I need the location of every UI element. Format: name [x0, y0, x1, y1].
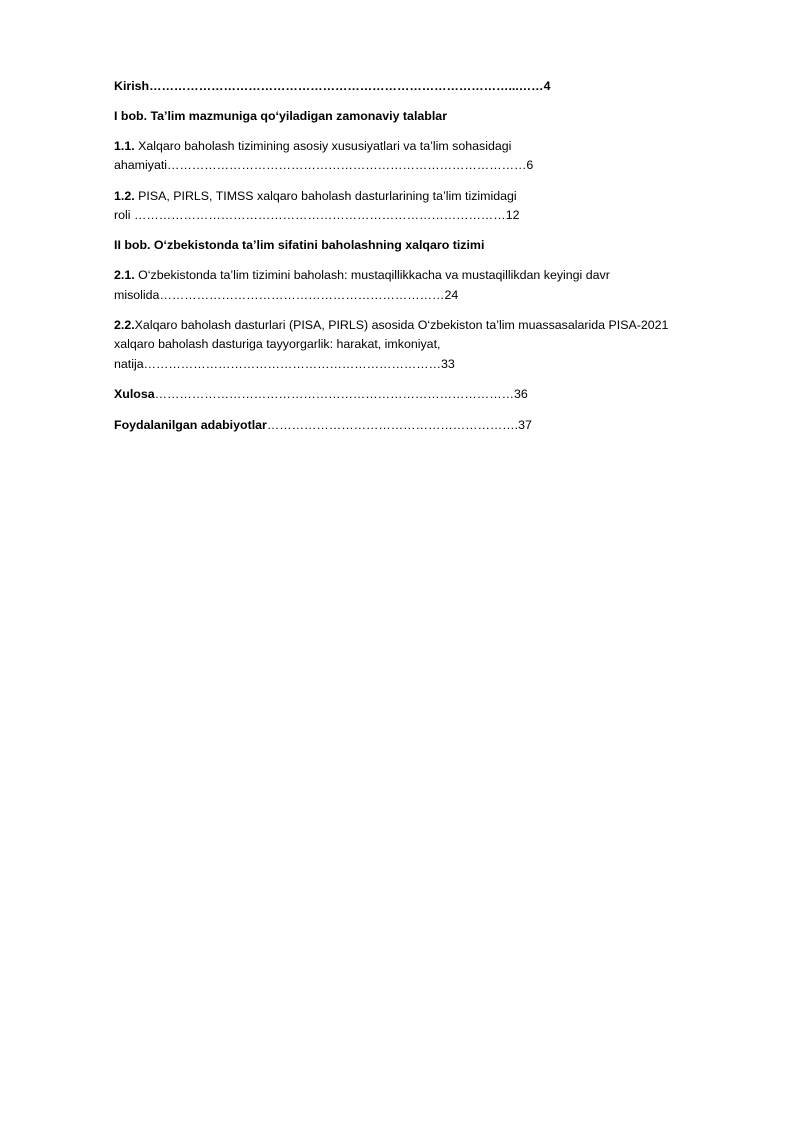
toc-section-text: Xalqaro baholash tizimining asosiy xususiyatlari va ta’lim sohasidagi — [134, 139, 512, 153]
toc-page-number: 12 — [505, 208, 520, 222]
toc-section-number: 1.2. — [114, 189, 135, 203]
toc-entry-references[interactable] — [114, 417, 532, 433]
toc-leader: ……………………………………………………………… — [143, 357, 441, 371]
toc-title: Xulosa — [114, 387, 155, 401]
toc-title: Foydalanilgan adabiyotlar — [114, 418, 267, 432]
toc-leader: …………………………………………………………………………… — [167, 158, 527, 172]
toc-chapter-2-heading[interactable]: II bob. O‘zbekistonda ta’lim sifatini baholashning xalqaro tizimi — [114, 238, 485, 252]
toc-entry-1-1-line2[interactable] — [114, 157, 533, 173]
toc-section-text: ahamiyati — [114, 158, 168, 172]
toc-section-number: 1.1. — [114, 139, 135, 153]
toc-entry-1-2-line1[interactable] — [114, 188, 517, 204]
toc-entry-1-2-line2[interactable] — [114, 207, 519, 223]
toc-section-text: Xalqaro baholash dasturlari (PISA, PIRLS) asosida O‘zbekiston ta’lim muassasalarida PISA-2021 — [134, 318, 669, 332]
toc-title: Kirish — [114, 79, 150, 93]
toc-entry-1-1-line1[interactable] — [114, 138, 511, 154]
toc-entry-2-1-line1[interactable] — [114, 267, 610, 283]
toc-entry-2-1-line2[interactable] — [114, 287, 458, 303]
toc-section-text: xalqaro baholash dasturiga tayyorgarlik: harakat, imkoniyat, — [114, 337, 441, 351]
toc-entry-xulosa[interactable] — [114, 386, 528, 402]
toc-page-number: 6 — [526, 158, 534, 172]
toc-section-number: 2.1. — [114, 268, 135, 282]
toc-entry-2-2-line2[interactable] — [114, 336, 440, 352]
toc-page-number: 36 — [513, 387, 528, 401]
toc-section-text: PISA, PIRLS, TIMSS xalqaro baholash dasturlarining ta’lim tizimidagi — [134, 189, 517, 203]
toc-leader: ……………………………………………………………………………...…… — [149, 79, 544, 93]
toc-leader: …………………………………………………………………………… — [154, 387, 514, 401]
toc-section-text: O‘zbekistonda ta’lim tizimini baholash: mustaqillikkacha va mustaqillikdan keyingi davr — [134, 268, 610, 282]
toc-leader: ……………………………………………………………………………… — [133, 208, 506, 222]
toc-entry-kirish[interactable] — [114, 78, 550, 94]
toc-page-number: 37 — [518, 418, 532, 432]
toc-section-number: 2.2. — [114, 318, 135, 332]
toc-leader: ……………………………………………………. — [266, 418, 519, 432]
toc-leader: …………………………………………………………… — [159, 288, 445, 302]
toc-page-number: 33 — [441, 357, 455, 371]
toc-section-text: natija — [114, 357, 144, 371]
toc-section-text: roli — [114, 208, 134, 222]
document-page — [114, 0, 714, 1131]
toc-entry-2-2-line3[interactable] — [114, 356, 455, 372]
toc-section-text: misolida — [114, 288, 160, 302]
toc-page-number: 4 — [543, 79, 551, 93]
toc-chapter-1-heading[interactable]: I bob. Ta’lim mazmuniga qo‘yiladigan zamonaviy talablar — [114, 109, 448, 123]
toc-entry-2-2-line1[interactable] — [114, 317, 668, 333]
toc-page-number: 24 — [444, 288, 459, 302]
